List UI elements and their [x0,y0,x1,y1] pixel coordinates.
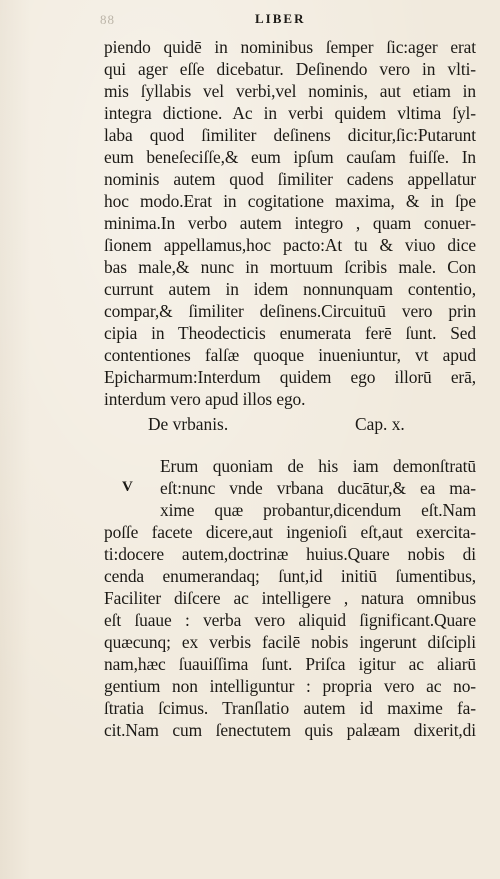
text-line: Erum quoniam de his iam demonſtratū [160,456,476,476]
text-line: Faciliter diſcere ac intelligere , natura omnibus [104,588,476,608]
text-line: eum beneſeciſſe,& eum ipſum cauſam fuiſſe. In [104,147,476,167]
text-line: gentium non intelliguntur : propria vero ac no- [104,676,476,696]
text-line: nominis autem quod ſimiliter cadens appellatur [104,169,476,189]
text-line: xime quæ probantur,dicendum eſt.Nam [160,500,476,520]
text-line: poſſe facete dicere,aut ingenioſi eſt,aut exercita- [104,522,476,542]
text-line: mis ſyllabis vel verbi,vel nominis, aut etiam in [104,81,476,101]
text-line: hoc modo.Erat in cogitatione maxima, & in ſpe [104,191,476,211]
text-line: ti:docere autem,doctrinæ huius.Quare nobis di [104,544,476,564]
text-line: nam,hæc ſuauiſſima ſunt. Priſca igitur ac aliarū [104,654,476,674]
text-line: bas male,& nunc in mortuum ſcribis male. Con [104,257,476,277]
text-line: eſt ſuaue : verba vero aliquid ſignificant.Quare [104,610,476,630]
text-line: compar,& ſimiliter deſinens.Circuituū vero prin [104,301,476,321]
text-line: ſtratia ſcimus. Tranſlatio autem id maxime fa- [104,698,476,718]
paragraph-block-2 [104,455,476,741]
text-line: qui ager eſſe dicebatur. Deſinendo vero in vlti- [104,59,476,79]
initial-letter: V [122,479,133,495]
chapter-number: Cap. x. [355,414,405,434]
text-line: minima.In verbo autem integro , quam conuer- [104,213,476,233]
text-line: laba quod ſimiliter deſinens dicitur,ſic:Putarunt [104,125,476,145]
text-line: piendo quidē in nominibus ſemper ſic:ager erat [104,37,476,57]
chapter-title: De vrbanis. [148,414,229,434]
text-line: cipia in Theodecticis enumerata ferē ſunt. Sed [104,323,476,343]
page-number: 88 [100,12,115,27]
running-head: LIBER [255,11,306,26]
text-line: integra dictione. Ac in verbi quidem vltima ſyl- [104,103,476,123]
text-line: eſt:nunc vnde vrbana ducātur,& ea ma- [160,478,476,498]
text-line: cenda enumerandaq; ſunt,id initiū ſumentibus, [104,566,476,586]
text-line: cit.Nam cum ſenectutem quis palæam dixerit,di [104,720,476,740]
text-line: quæcunq; ex verbis facilē nobis ingerunt diſcipli [104,632,476,652]
text-line: Epicharmum:Interdum quidem ego illorū erā, [104,367,476,387]
text-line: interdum vero apud illos ego. [104,389,306,409]
text-line: contentiones falſæ quoque inueniuntur, vt apud [104,345,476,365]
text-line: currunt autem in idem nonnunquam contentio, [104,279,476,299]
chapter-heading [128,412,448,436]
paragraph-block-1 [104,36,476,410]
text-line: ſionem appellamus,hoc pacto:At tu & viuo dice [104,235,476,255]
